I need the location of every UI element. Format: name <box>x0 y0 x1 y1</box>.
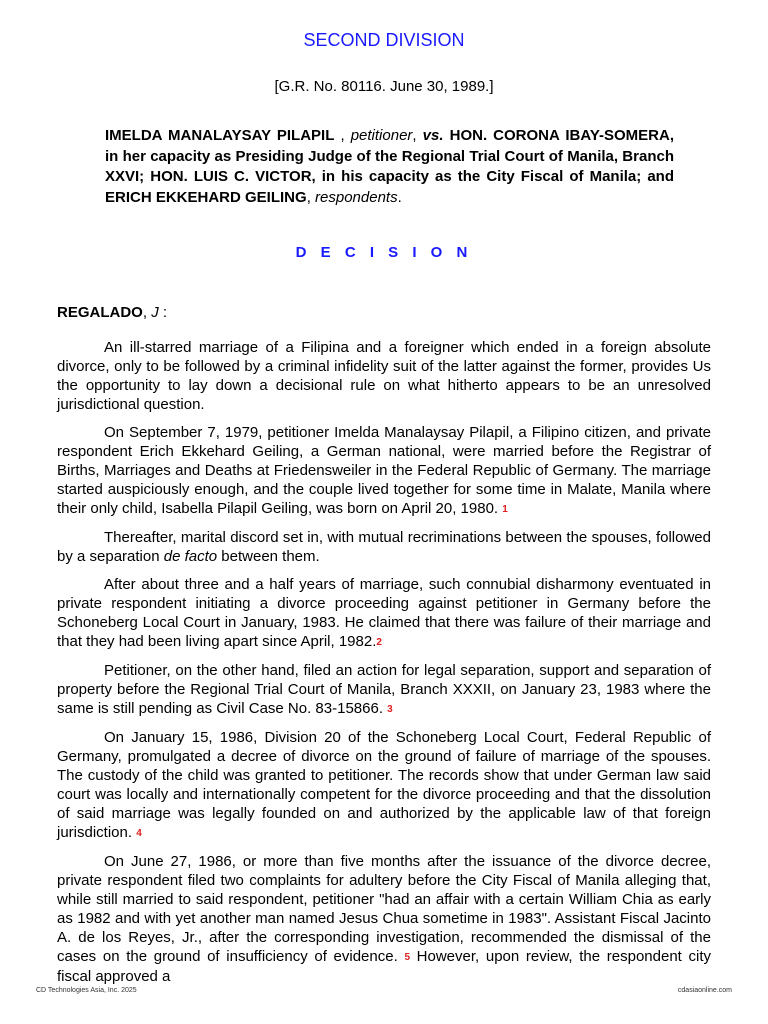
paragraph-text: between them. <box>221 548 320 565</box>
petitioner-name: IMELDA MANALAYSAY PILAPIL <box>105 127 335 144</box>
paragraph <box>57 338 711 414</box>
paragraph <box>57 661 711 719</box>
paragraph-text: On June 27, 1986, or more than five months after the issuance of the divorce decree, private respondent filed two complaints for adultery before the City Fiscal of Manila alleging that, while still married to said respondent, petitioner "had an affair with a certain William Chia as early as 1982 and with yet another man named Jesus Chua sometime in 1983". Assistant Fiscal Jacinto A. de los Reyes, Jr., after the corresponding investigation, recommended the dismissal of the cases on the ground of insufficiency of evidence. <box>57 853 711 965</box>
respondents-role: respondents <box>315 188 398 206</box>
ponente: REGALADO, J : <box>57 304 168 321</box>
paragraph <box>57 852 711 986</box>
ponente-name: REGALADO <box>57 304 143 321</box>
decision-title: D E C I S I O N <box>295 244 473 261</box>
versus: vs. <box>422 127 444 144</box>
footnote-link-4[interactable]: 4 <box>136 828 142 839</box>
paragraph <box>57 728 711 843</box>
paragraph-text: On January 15, 1986, Division 20 of the Schoneberg Local Court, Federal Republic of Germany, promulgated a decree of divorce on the ground of failure of marriage of the spouses. The custody of the child was granted to petitioner. The records show that under German law said court was locally and internationally competent for the divorce proceeding and that the dissolution of said marriage was legally founded on and authorized by the applicable law of that foreign jurisdiction. <box>57 729 711 841</box>
footnote-link-2[interactable]: 2 <box>376 637 382 648</box>
paragraph-text: After about three and a half years of marriage, such connubial disharmony eventuated in private respondent initiating a divorce proceeding against petitioner in Germany before the Schoneberg Local Court in January, 1983. He claimed that there was failure of their marriage and that they had been living apart since April, 1982. <box>57 576 711 650</box>
paragraph <box>57 575 711 652</box>
paragraph-text: Thereafter, marital discord set in, with mutual recriminations between the spouses, followed by a separation <box>57 529 711 565</box>
case-number: [G.R. No. 80116. June 30, 1989.] <box>274 78 494 95</box>
case-parties: IMELDA MANALAYSAY PILAPIL , petitioner, vs. HON. CORONA IBAY-SOMERA, in her capacity as Presiding Judge of the Regional Trial Court of Manila, Branch XXVI; HON. LUIS C. VICTOR, in his capacity as the City Fiscal of Manila; and ERICH EKKEHARD GEILING, respondents. <box>105 127 674 206</box>
footer-copyright: CD Technologies Asia, Inc. 2025 <box>36 987 137 994</box>
petitioner-role: petitioner <box>350 127 413 144</box>
footnote-link-3[interactable]: 3 <box>387 704 393 715</box>
italic-term: de facto <box>163 548 218 565</box>
ponente-title: J <box>151 304 159 321</box>
paragraph-text: An ill-starred marriage of a Filipina and a foreigner which ended in a foreign absolute divorce, only to be followed by a criminal infidelity suit of the latter against the former, provides Us the opportunity to lay down a decisional rule on what hitherto appears to be an unresolved jurisdictional question. <box>57 339 711 413</box>
paragraph-text: Petitioner, on the other hand, filed an action for legal separation, support and separation of property before the Regional Trial Court of Manila, Branch XXXII, on January 23, 1983 where the same is still pending as Civil Case No. 83-15866. <box>57 662 711 717</box>
footnote-link-1[interactable]: 1 <box>502 504 508 515</box>
paragraph <box>57 528 711 566</box>
paragraph-text: On September 7, 1979, petitioner Imelda Manalaysay Pilapil, a Filipino citizen, and private respondent Erich Ekkehard Geiling, a German national, were married before the Registrar of Births, Marriages and Deaths at Friedensweiler in the Federal Republic of Germany. The marriage started auspiciously enough, and the couple lived together for some time in Malate, Manila where their only child, Isabella Pilapil Geiling, was born on April 20, 1980. <box>57 424 711 517</box>
footer-site: cdasiaonline.com <box>677 987 732 994</box>
division-heading: SECOND DIVISION <box>303 30 465 50</box>
respondents-names: HON. CORONA IBAY-SOMERA, in her capacity as Presiding Judge of the Regional Trial Court of Manila, Branch XXVI; HON. LUIS C. VICTOR, in his capacity as the City Fiscal of Manila; and ERICH EKKEHARD GEILING <box>105 127 674 206</box>
decision-body <box>57 338 711 995</box>
paragraph <box>57 423 711 519</box>
paragraph-text: However, upon review, the respondent city fiscal approved a <box>57 948 711 985</box>
footnote-link-5[interactable]: 5 <box>404 952 410 963</box>
